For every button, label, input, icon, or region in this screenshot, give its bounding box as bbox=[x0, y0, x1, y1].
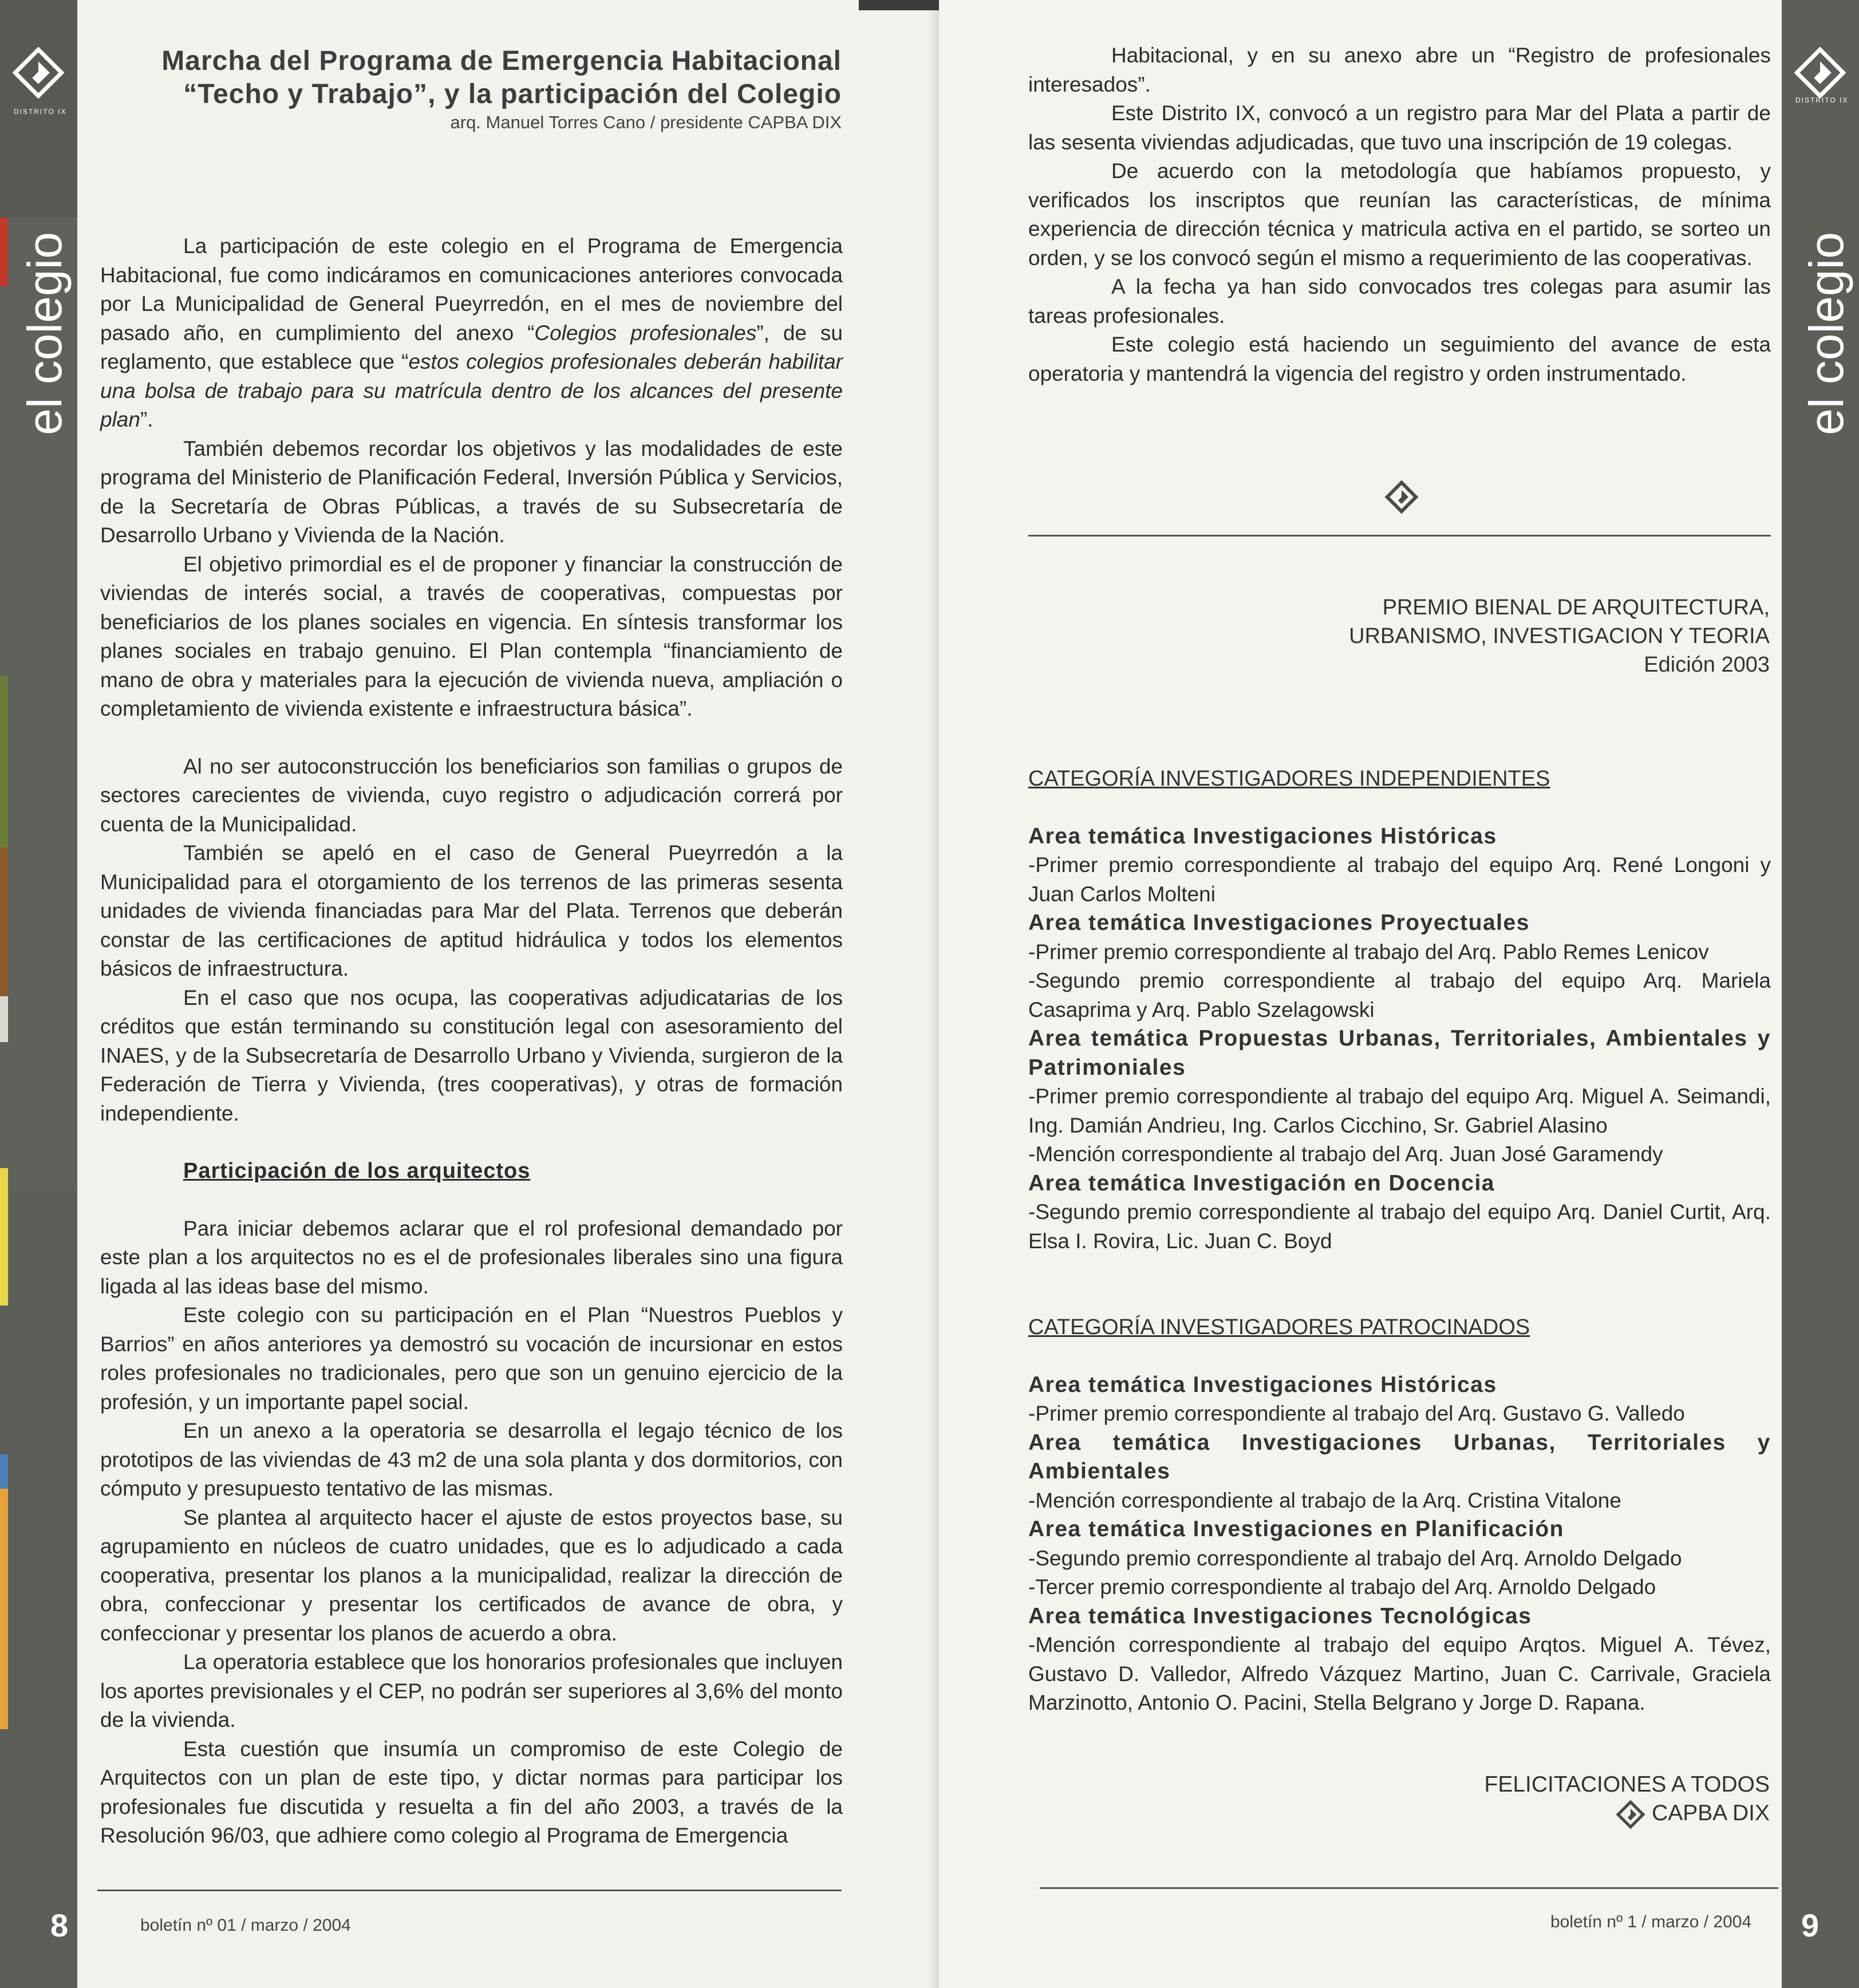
district-label: DISTRITO IX bbox=[1795, 96, 1849, 104]
area-heading: Area temática Investigaciones Tecnológicas bbox=[1028, 1603, 1532, 1628]
area-heading: Area temática Propuestas Urbanas, Territoriales, Ambientales y Patrimoniales bbox=[1028, 1026, 1771, 1080]
paragraph: En el caso que nos ocupa, las cooperativas adjudicatarias de los créditos que están terminando su constitución legal con asesoramiento del INAES, y de la Subsecretaría de Desarrollo Urbano y Vivienda, surgieron de la Federación de Tierra y Vivienda, (tres cooperativas), y otras de formación independiente. bbox=[100, 985, 843, 1125]
paragraph: Al no ser autoconstrucción los beneficiarios son familias o grupos de sectores carecientes de vivienda, cuyo registro o adjudicación correrá por cuenta de la Municipalidad. bbox=[100, 754, 843, 836]
paragraph: También debemos recordar los objetivos y las modalidades de este programa del Ministerio de Planificación Federal, Inversión Pública y Servicios, de la Secretaría de Obras Públicas, a través de su Subsecretaría de Desarrollo Urbano y Vivienda de la Nación. bbox=[100, 436, 843, 547]
section-label: el colegio bbox=[1799, 232, 1853, 435]
award-edition: Edición 2003 bbox=[1644, 653, 1770, 677]
paragraph: En un anexo a la operatoria se desarrolla el legajo técnico de los prototipos de las viviendas de 43 m2 de una sola planta y dos dormitorios, con cómputo y presupuesto tentativo de las mismas. bbox=[100, 1419, 843, 1500]
category-heading: CATEGORÍA INVESTIGADORES PATROCINADOS bbox=[1028, 1315, 1530, 1339]
area-heading: Area temática Investigaciones Históricas bbox=[1028, 1372, 1497, 1397]
footer-text: boletín nº 01 / marzo / 2004 bbox=[140, 1916, 351, 1935]
award-entry: -Primer premio correspondiente al trabajo del equipo Arq. Miguel A. Seimandi, Ing. Damián Andrieu, Ing. Carlos Cicchino, Sr. Gabriel Alasino bbox=[1028, 1084, 1771, 1137]
paragraph: También se apeló en el caso de General Pueyrredón a la Municipalidad para el otorgamiento de los terrenos de las primeras sesenta unidades de vivienda financiadas para Mar del Plata. Terrenos que deberán constar de las certificaciones de aptitud hidráulica y todos los elementos básicos de infraestructura. bbox=[100, 841, 843, 980]
paragraph: De acuerdo con la metodología que habíamos propuesto, y verificados los inscriptos que reunían las características, de mínima experiencia de dirección técnica y matricula activa en el partido, se sorteo un orden, y se los convocó según el mismo a requerimiento de las cooperativas. bbox=[1028, 159, 1771, 270]
category-heading: CATEGORÍA INVESTIGADORES INDEPENDIENTES bbox=[1028, 767, 1550, 791]
award-entry: -Segundo premio correspondiente al trabajo del Arq. Arnoldo Delgado bbox=[1028, 1546, 1682, 1570]
left-sidebar bbox=[0, 0, 77, 1988]
page-number: 9 bbox=[1801, 1907, 1819, 1943]
section-subheading: Participación de los arquitectos bbox=[183, 1159, 531, 1183]
award-entry: -Primer premio correspondiente al trabajo del Arq. Gustavo G. Valledo bbox=[1028, 1402, 1685, 1425]
award-line-1: PREMIO BIENAL DE ARQUITECTURA, bbox=[1382, 595, 1770, 620]
page-number: 8 bbox=[50, 1907, 69, 1943]
title-line-2: “Techo y Trabajo”, y la participación del Colegio bbox=[183, 79, 842, 109]
award-entry: -Primer premio correspondiente al trabajo del Arq. Pablo Remes Lenicov bbox=[1028, 940, 1709, 964]
footer-rule bbox=[1040, 1887, 1778, 1889]
right-page bbox=[939, 0, 1859, 1988]
award-entry: -Tercer premio correspondiente al trabajo del Arq. Arnoldo Delgado bbox=[1028, 1575, 1656, 1599]
award-entry: -Primer premio correspondiente al trabajo del equipo Arq. René Longoni y Juan Carlos Molteni bbox=[1028, 853, 1771, 906]
paragraph: A la fecha ya han sido convocados tres colegas para asumir las tareas profesionales. bbox=[1028, 275, 1771, 328]
district-label: DISTRITO IX bbox=[14, 108, 67, 116]
capba-small-logo-icon bbox=[1384, 480, 1419, 514]
footer-text: boletín nº 1 / marzo / 2004 bbox=[1550, 1912, 1752, 1931]
signature-text: CAPBA DIX bbox=[1652, 1801, 1770, 1825]
award-entry: -Mención correspondiente al trabajo del equipo Arqtos. Miguel A. Tévez, Gustavo D. Valledor, Alfredo Vázquez Martino, Juan C. Carrivale, Graciela Marzinotto, Antonio O. Pacini, Stella Belgrano y Jorge D. Rapana. bbox=[1028, 1633, 1771, 1714]
paragraph: Para iniciar debemos aclarar que el rol profesional demandado por este plan a los arquitectos no es el de profesionales liberales sino una figura ligada al las ideas base del mismo. bbox=[100, 1216, 843, 1298]
paragraph: Se plantea al arquitecto hacer el ajuste de estos proyectos base, su agrupamiento en núcleos de cuatro unidades, que es lo adjudicado a cada cooperativa, presentar los planos a la municipalidad, realizar la dirección de obra, confeccionar y presentar los certificados de avance de obra, y confeccionar y presentar los planos de acuerdo a obra. bbox=[100, 1505, 843, 1645]
area-heading: Area temática Investigaciones en Planificación bbox=[1028, 1517, 1565, 1541]
award-entry: -Mención correspondiente al trabajo del Arq. Juan José Garamendy bbox=[1028, 1142, 1663, 1166]
paragraph: La participación de este colegio en el Programa de Emergencia Habitacional, fue como indicáramos en comunicaciones anteriores convocada por La Municipalidad de General Pueyrredón, en el mes de noviembre del pasado año, en cumplimiento del anexo “Colegios profesionales”, de su reglamento, que establece que “estos colegios profesionales deberán habilitar una bolsa de trabajo para su matrícula dentro de los alcances del presente plan”. bbox=[100, 234, 843, 431]
section-label: el colegio bbox=[18, 232, 72, 435]
award-heading bbox=[1349, 593, 1770, 679]
right-column bbox=[1028, 41, 1771, 388]
signature-line bbox=[1485, 1799, 1770, 1829]
congratulations-block bbox=[1485, 1770, 1770, 1829]
footer-rule bbox=[97, 1890, 842, 1891]
area-heading: Area temática Investigación en Docencia bbox=[1028, 1170, 1495, 1196]
capba-logo-icon bbox=[13, 47, 64, 98]
paragraph: Esta cuestión que insumía un compromiso de este Colegio de Arquitectos con un plan de este tipo, y dictar normas para participar los profesionales fue discutida y resuelta a fin del año 2003, a través de la Resolución 96/03, que adhiere como colegio al Programa de Emergencia bbox=[100, 1737, 843, 1847]
capba-signature-icon bbox=[1616, 1800, 1645, 1829]
capba-logo-icon bbox=[1794, 47, 1846, 98]
paragraph: Este Distrito IX, convocó a un registro para Mar del Plata a partir de las sesenta viviendas adjudicadas, que tuvo una inscripción de 19 colegas. bbox=[1028, 101, 1771, 154]
article-byline: arq. Manuel Torres Cano / presidente CAPBA DIX bbox=[450, 112, 842, 132]
award-entry: -Segundo premio correspondiente al trabajo del equipo Arq. Daniel Curtit, Arq. Elsa I. Rovira, Lic. Juan C. Boyd bbox=[1028, 1200, 1771, 1253]
area-heading: Area temática Investigaciones Urbanas, Territoriales y Ambientales bbox=[1028, 1430, 1771, 1484]
paragraph: Habitacional, y en su anexo abre un “Registro de profesionales interesados”. bbox=[1028, 44, 1771, 96]
paragraph: Este colegio está haciendo un seguimiento del avance de esta operatoria y mantendrá la vigencia del registro y orden instrumentado. bbox=[1028, 333, 1771, 385]
congratulations-text: FELICITACIONES A TODOS bbox=[1484, 1772, 1770, 1797]
left-column bbox=[100, 232, 843, 1851]
area-heading: Area temática Investigaciones Históricas bbox=[1028, 823, 1497, 849]
right-sidebar bbox=[1782, 0, 1859, 1988]
awards-list bbox=[1028, 764, 1771, 1718]
article-title bbox=[115, 45, 842, 111]
award-entry: -Segundo premio correspondiente al trabajo del equipo Arq. Mariela Casaprima y Arq. Pablo Szelagowski bbox=[1028, 969, 1771, 1021]
award-entry: -Mención correspondiente al trabajo de la Arq. Cristina Vitalone bbox=[1028, 1488, 1621, 1512]
paragraph: Este colegio con su participación en el Plan “Nuestros Pueblos y Barrios” en años anteriores ya demostró su vocación de incursionar en estos roles profesionales no tradicionales, pero que son un genuino ejercicio de la profesión, y un importante papel social. bbox=[100, 1303, 843, 1414]
area-heading: Area temática Investigaciones Proyectuales bbox=[1028, 910, 1530, 935]
spine-binding bbox=[859, 0, 950, 10]
section-separator bbox=[1028, 535, 1771, 537]
paragraph: El objetivo primordial es el de proponer y financiar la construcción de viviendas de interés social, a través de cooperativas, compuestas por beneficiarios de los planes sociales en vigencia. En síntesis transformar los planes sociales en trabajo genuino. El Plan contempla “financiamiento de mano de obra y materiales para la ejecución de vivienda nueva, ampliación o completamiento de vivienda existente e infraestructura básica”. bbox=[100, 552, 843, 720]
paragraph: La operatoria establece que los honorarios profesionales que incluyen los aportes previsionales y el CEP, no podrán ser superiores al 3,6% del monto de la vivienda. bbox=[100, 1650, 843, 1731]
award-line-2: URBANISMO, INVESTIGACION Y TEORIA bbox=[1349, 624, 1770, 648]
title-line-1: Marcha del Programa de Emergencia Habitacional bbox=[161, 46, 842, 76]
